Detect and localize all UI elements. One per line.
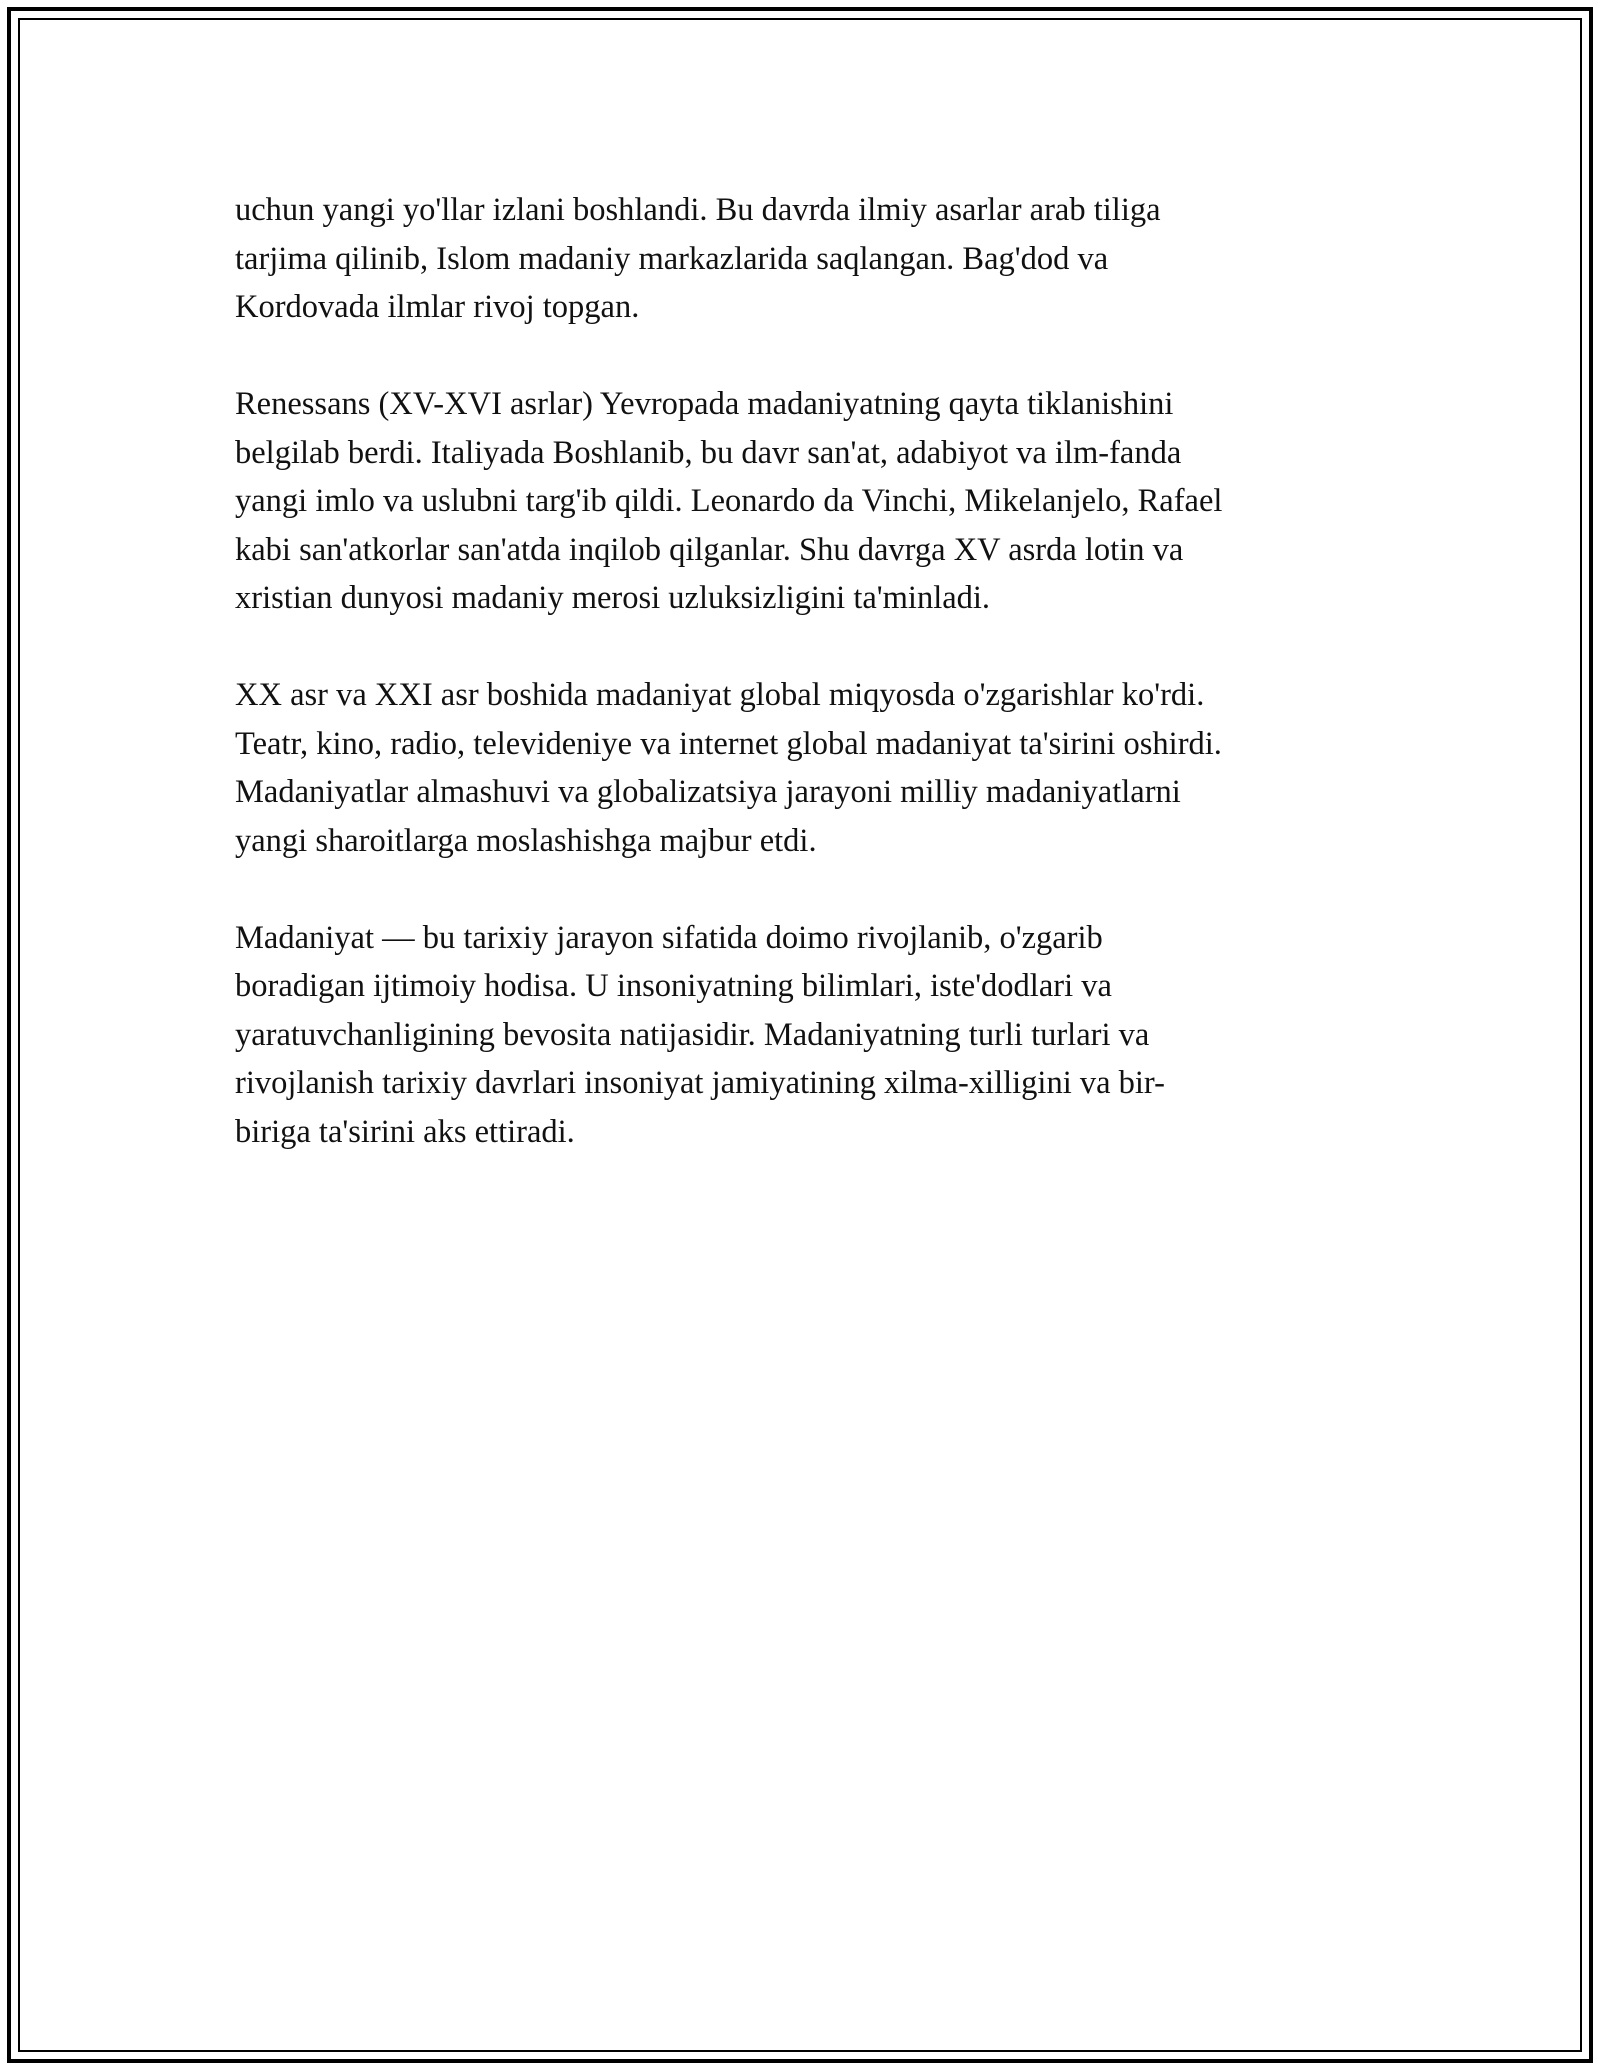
paragraph-modern-culture: XX asr va XXI asr boshida madaniyat global miqyosda o'zgarishlar ko'rdi. Teatr, kino, radio, televideniye va internet global madaniyat ta'sirini oshirdi. Madaniyatlar almashuvi va globalizatsiya jarayoni milliy madaniyatlarni yangi sharoitlarga moslashishga majbur etdi. (235, 677, 1222, 859)
paragraph-renaissance: Renessans (XV-XVI asrlar) Yevropada madaniyatning qayta tiklanishini belgilab berdi. Italiyada Boshlanib, bu davr san'at, adabiyot va ilm-fanda yangi imlo va uslubni targ'ib qildi. Leonardo da Vinchi, Mikelanjelo, Rafael kabi san'atkorlar san'atda inqilob qilganlar. Shu davrga XV asrda lotin va xristian dunyosi madaniy merosi uzluksizligini ta'minladi. (235, 386, 1223, 616)
paragraph-islamic-science: uchun yangi yo'llar izlani boshlandi. Bu davrda ilmiy asarlar arab tiliga tarjima qilinib, Islom madaniy markazlarida saqlangan. Bag'dod va Kordovada ilmlar rivoj topgan. (235, 192, 1161, 325)
paragraph-culture-definition: Madaniyat — bu tarixiy jarayon sifatida doimo rivojlanib, o'zgarib boradigan ijtimoiy hodisa. U insoniyatning bilimlari, iste'dodlari va yaratuvchanligining bevosita natijasidir. Madaniyatning turli turlari va rivojlanish tarixiy davrlari insoniyat jamiyatining xilma-xilligini va bir- biriga ta'sirini aks ettiradi. (235, 919, 1165, 1150)
document-body (235, 186, 1365, 1205)
